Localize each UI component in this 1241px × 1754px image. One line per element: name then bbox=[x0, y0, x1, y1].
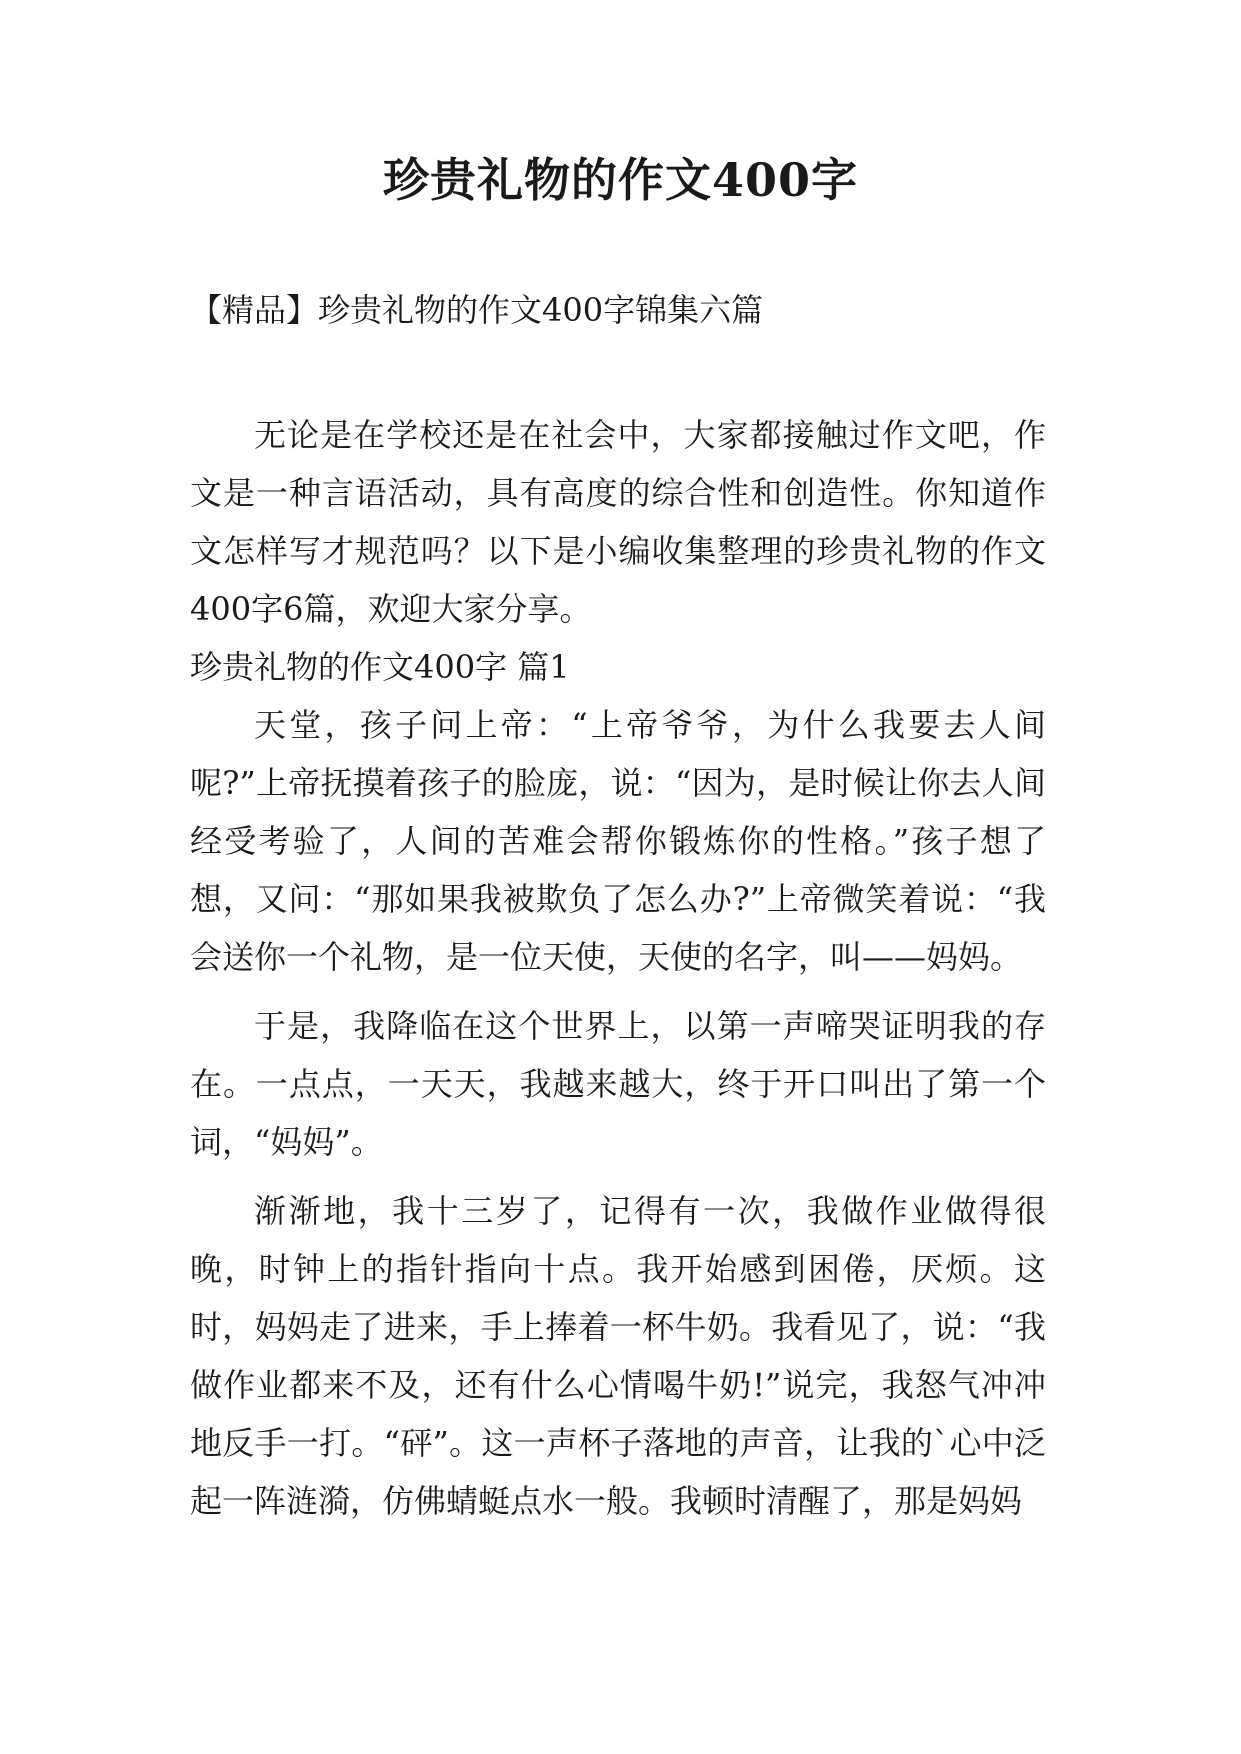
body-paragraph: 渐渐地，我十三岁了，记得有一次，我做作业做得很晚，时钟上的指针指向十点。我开始感到困倦，厌烦。这时，妈妈走了进来，手上捧着一杯牛奶。我看见了，说：“我做作业都来不及，还有什么心情喝牛奶!”说完，我怒气冲冲地反手一打。“砰”。这一声杯子落地的声音，让我的`心中泛起一阵涟漪，仿佛蜻蜓点水一般。我顿时清醒了，那是妈妈 bbox=[190, 1192, 1046, 1520]
body-paragraph: 天堂，孩子问上帝：“上帝爷爷，为什么我要去人间呢?”上帝抚摸着孩子的脸庞，说：“因为，是时候让你去人间经受考验了，人间的苦难会帮你锻炼你的性格。”孩子想了想，又问：“那如果我被欺负了怎么办?”上帝微笑着说：“我会送你一个礼物，是一位天使，天使的名字，叫——妈妈。 bbox=[190, 706, 1046, 976]
document-title: 珍贵礼物的作文400字 bbox=[382, 153, 859, 207]
section-heading: 珍贵礼物的作文400字 篇1 bbox=[190, 648, 570, 686]
intro-paragraph: 无论是在学校还是在社会中，大家都接触过作文吧，作文是一种言语活动，具有高度的综合性和创造性。你知道作文怎样写才规范吗？以下是小编收集整理的珍贵礼物的作文400字6篇，欢迎大家分享。 bbox=[190, 416, 1046, 628]
document-subtitle: 【精品】珍贵礼物的作文400字锦集六篇 bbox=[190, 291, 764, 329]
document-body bbox=[190, 406, 1046, 1530]
body-paragraph: 于是，我降临在这个世界上，以第一声啼哭证明我的存在。一点点，一天天，我越来越大，终于开口叫出了第一个词，“妈妈”。 bbox=[190, 1007, 1046, 1161]
